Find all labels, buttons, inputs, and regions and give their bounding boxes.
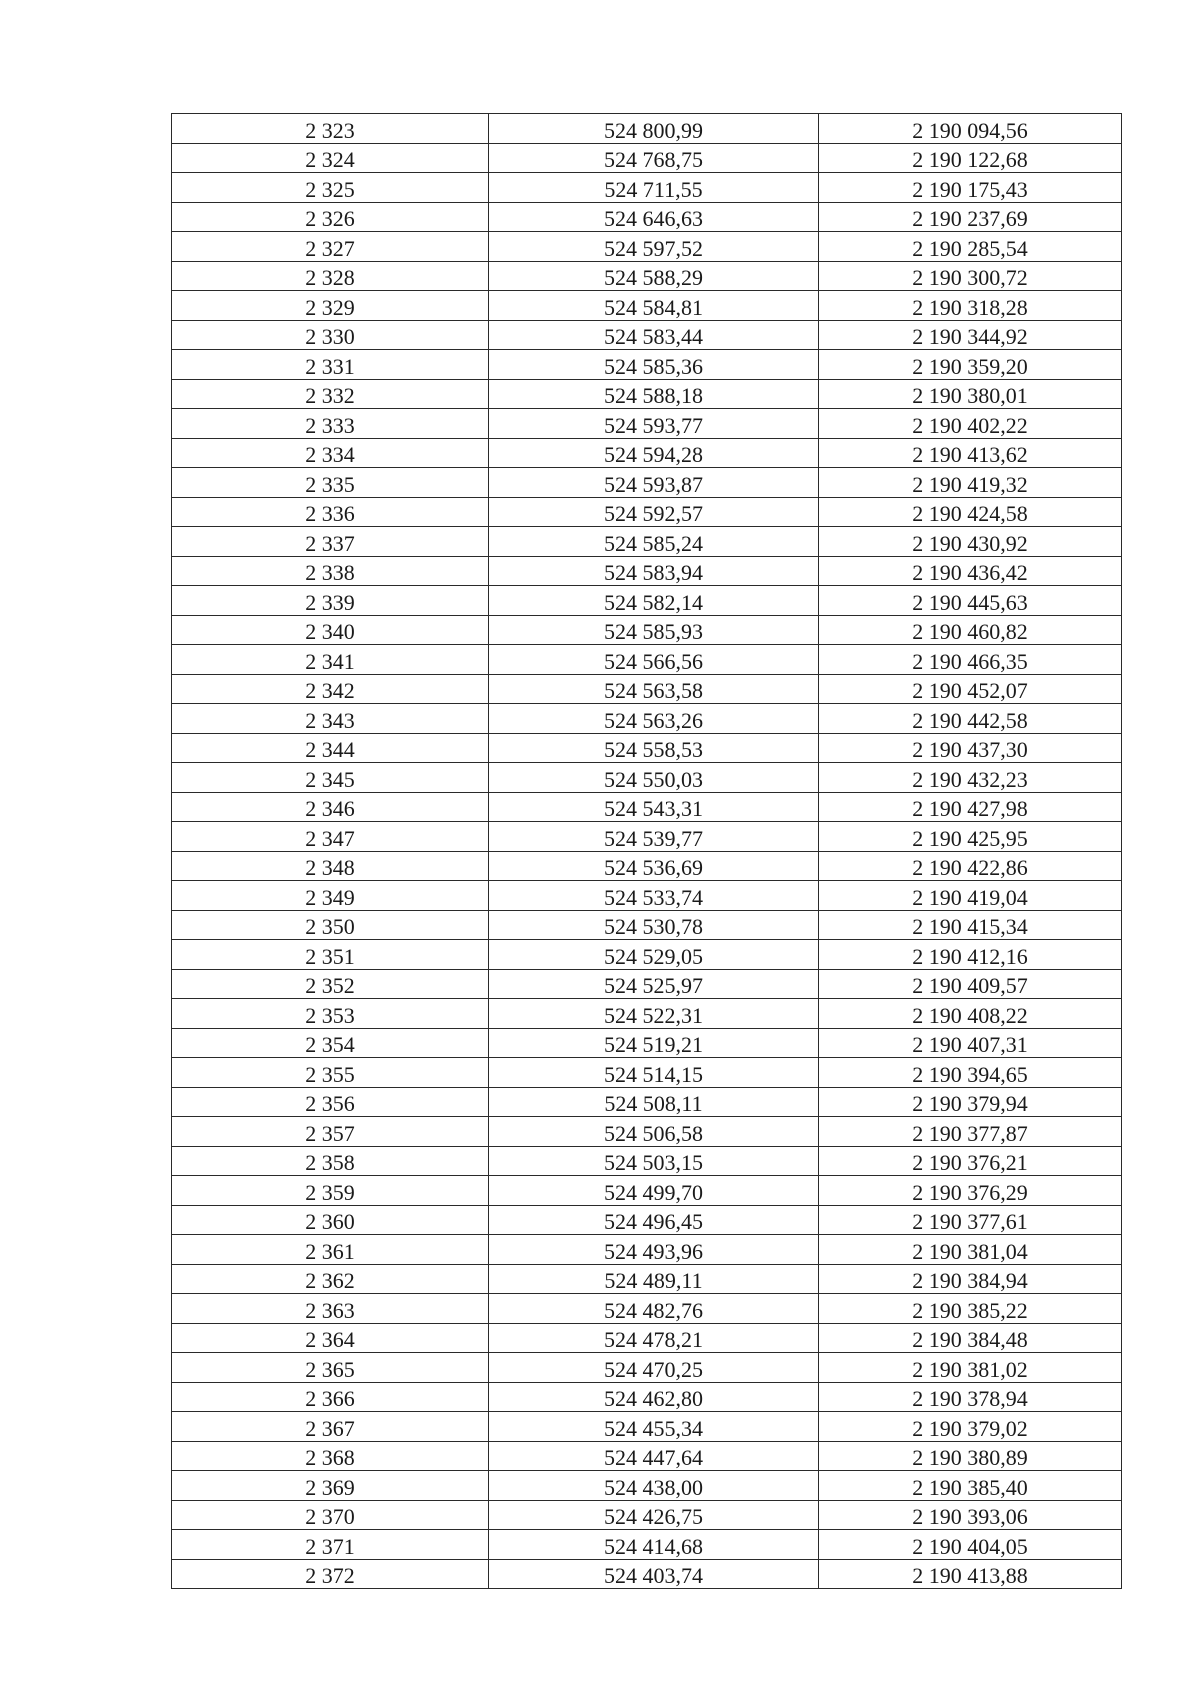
table-row [172,999,1122,1029]
coordinates-table-body [172,114,1122,1589]
y-coordinate-cell: 2 190 394,65 [819,1058,1122,1088]
x-coordinate-cell: 524 403,74 [489,1559,819,1589]
point-number-cell: 2 347 [172,822,489,852]
point-number-cell: 2 350 [172,910,489,940]
y-coordinate-cell: 2 190 122,68 [819,143,1122,173]
point-number-cell: 2 345 [172,763,489,793]
y-coordinate-cell: 2 190 436,42 [819,556,1122,586]
x-coordinate-cell: 524 646,63 [489,202,819,232]
x-coordinate-cell: 524 506,58 [489,1117,819,1147]
x-coordinate-cell: 524 800,99 [489,114,819,144]
x-coordinate-cell: 524 585,93 [489,615,819,645]
x-coordinate-cell: 524 585,36 [489,350,819,380]
point-number-cell: 2 369 [172,1471,489,1501]
y-coordinate-cell: 2 190 380,89 [819,1441,1122,1471]
table-row [172,1412,1122,1442]
point-number-cell: 2 348 [172,851,489,881]
point-number-cell: 2 362 [172,1264,489,1294]
point-number-cell: 2 342 [172,674,489,704]
point-number-cell: 2 367 [172,1412,489,1442]
y-coordinate-cell: 2 190 384,48 [819,1323,1122,1353]
table-row [172,1264,1122,1294]
point-number-cell: 2 344 [172,733,489,763]
y-coordinate-cell: 2 190 318,28 [819,291,1122,321]
y-coordinate-cell: 2 190 380,01 [819,379,1122,409]
x-coordinate-cell: 524 438,00 [489,1471,819,1501]
y-coordinate-cell: 2 190 285,54 [819,232,1122,262]
y-coordinate-cell: 2 190 407,31 [819,1028,1122,1058]
x-coordinate-cell: 524 482,76 [489,1294,819,1324]
x-coordinate-cell: 524 470,25 [489,1353,819,1383]
point-number-cell: 2 325 [172,173,489,203]
x-coordinate-cell: 524 493,96 [489,1235,819,1265]
x-coordinate-cell: 524 499,70 [489,1176,819,1206]
x-coordinate-cell: 524 503,15 [489,1146,819,1176]
table-row [172,1323,1122,1353]
point-number-cell: 2 343 [172,704,489,734]
point-number-cell: 2 329 [172,291,489,321]
table-row [172,1205,1122,1235]
point-number-cell: 2 334 [172,438,489,468]
table-row [172,1441,1122,1471]
table-row [172,1146,1122,1176]
table-row [172,379,1122,409]
point-number-cell: 2 323 [172,114,489,144]
point-number-cell: 2 361 [172,1235,489,1265]
table-row [172,881,1122,911]
x-coordinate-cell: 524 543,31 [489,792,819,822]
x-coordinate-cell: 524 550,03 [489,763,819,793]
table-row [172,1235,1122,1265]
y-coordinate-cell: 2 190 379,02 [819,1412,1122,1442]
table-row [172,497,1122,527]
x-coordinate-cell: 524 519,21 [489,1028,819,1058]
y-coordinate-cell: 2 190 377,61 [819,1205,1122,1235]
point-number-cell: 2 357 [172,1117,489,1147]
point-number-cell: 2 354 [172,1028,489,1058]
table-row [172,763,1122,793]
x-coordinate-cell: 524 583,44 [489,320,819,350]
y-coordinate-cell: 2 190 437,30 [819,733,1122,763]
table-row [172,1294,1122,1324]
x-coordinate-cell: 524 536,69 [489,851,819,881]
point-number-cell: 2 338 [172,556,489,586]
table-row [172,232,1122,262]
table-row [172,1471,1122,1501]
table-row [172,1353,1122,1383]
point-number-cell: 2 368 [172,1441,489,1471]
point-number-cell: 2 356 [172,1087,489,1117]
y-coordinate-cell: 2 190 466,35 [819,645,1122,675]
y-coordinate-cell: 2 190 384,94 [819,1264,1122,1294]
y-coordinate-cell: 2 190 419,04 [819,881,1122,911]
point-number-cell: 2 365 [172,1353,489,1383]
point-number-cell: 2 341 [172,645,489,675]
point-number-cell: 2 358 [172,1146,489,1176]
point-number-cell: 2 337 [172,527,489,557]
y-coordinate-cell: 2 190 379,94 [819,1087,1122,1117]
y-coordinate-cell: 2 190 376,29 [819,1176,1122,1206]
table-row [172,409,1122,439]
table-row [172,468,1122,498]
point-number-cell: 2 370 [172,1500,489,1530]
table-row [172,114,1122,144]
point-number-cell: 2 327 [172,232,489,262]
document-page [171,113,1121,1589]
point-number-cell: 2 326 [172,202,489,232]
y-coordinate-cell: 2 190 376,21 [819,1146,1122,1176]
x-coordinate-cell: 524 585,24 [489,527,819,557]
x-coordinate-cell: 524 426,75 [489,1500,819,1530]
point-number-cell: 2 335 [172,468,489,498]
x-coordinate-cell: 524 584,81 [489,291,819,321]
point-number-cell: 2 364 [172,1323,489,1353]
point-number-cell: 2 333 [172,409,489,439]
x-coordinate-cell: 524 514,15 [489,1058,819,1088]
y-coordinate-cell: 2 190 237,69 [819,202,1122,232]
y-coordinate-cell: 2 190 385,22 [819,1294,1122,1324]
x-coordinate-cell: 524 593,77 [489,409,819,439]
x-coordinate-cell: 524 533,74 [489,881,819,911]
point-number-cell: 2 339 [172,586,489,616]
x-coordinate-cell: 524 583,94 [489,556,819,586]
y-coordinate-cell: 2 190 452,07 [819,674,1122,704]
x-coordinate-cell: 524 414,68 [489,1530,819,1560]
table-row [172,1058,1122,1088]
y-coordinate-cell: 2 190 175,43 [819,173,1122,203]
table-row [172,1559,1122,1589]
x-coordinate-cell: 524 711,55 [489,173,819,203]
table-row [172,438,1122,468]
table-row [172,586,1122,616]
x-coordinate-cell: 524 563,58 [489,674,819,704]
x-coordinate-cell: 524 582,14 [489,586,819,616]
table-row [172,1382,1122,1412]
x-coordinate-cell: 524 522,31 [489,999,819,1029]
y-coordinate-cell: 2 190 344,92 [819,320,1122,350]
y-coordinate-cell: 2 190 415,34 [819,910,1122,940]
point-number-cell: 2 366 [172,1382,489,1412]
y-coordinate-cell: 2 190 442,58 [819,704,1122,734]
x-coordinate-cell: 524 447,64 [489,1441,819,1471]
point-number-cell: 2 328 [172,261,489,291]
point-number-cell: 2 331 [172,350,489,380]
table-row [172,1176,1122,1206]
table-row [172,851,1122,881]
y-coordinate-cell: 2 190 430,92 [819,527,1122,557]
x-coordinate-cell: 524 508,11 [489,1087,819,1117]
y-coordinate-cell: 2 190 393,06 [819,1500,1122,1530]
x-coordinate-cell: 524 525,97 [489,969,819,999]
table-row [172,1500,1122,1530]
point-number-cell: 2 360 [172,1205,489,1235]
y-coordinate-cell: 2 190 460,82 [819,615,1122,645]
point-number-cell: 2 371 [172,1530,489,1560]
y-coordinate-cell: 2 190 425,95 [819,822,1122,852]
table-row [172,320,1122,350]
table-row [172,350,1122,380]
y-coordinate-cell: 2 190 377,87 [819,1117,1122,1147]
x-coordinate-cell: 524 594,28 [489,438,819,468]
y-coordinate-cell: 2 190 359,20 [819,350,1122,380]
y-coordinate-cell: 2 190 445,63 [819,586,1122,616]
point-number-cell: 2 349 [172,881,489,911]
table-row [172,291,1122,321]
table-row [172,733,1122,763]
y-coordinate-cell: 2 190 402,22 [819,409,1122,439]
x-coordinate-cell: 524 558,53 [489,733,819,763]
table-row [172,202,1122,232]
point-number-cell: 2 352 [172,969,489,999]
y-coordinate-cell: 2 190 412,16 [819,940,1122,970]
x-coordinate-cell: 524 530,78 [489,910,819,940]
y-coordinate-cell: 2 190 409,57 [819,969,1122,999]
table-row [172,1530,1122,1560]
x-coordinate-cell: 524 592,57 [489,497,819,527]
x-coordinate-cell: 524 768,75 [489,143,819,173]
x-coordinate-cell: 524 489,11 [489,1264,819,1294]
y-coordinate-cell: 2 190 404,05 [819,1530,1122,1560]
table-row [172,615,1122,645]
point-number-cell: 2 363 [172,1294,489,1324]
x-coordinate-cell: 524 529,05 [489,940,819,970]
y-coordinate-cell: 2 190 419,32 [819,468,1122,498]
point-number-cell: 2 372 [172,1559,489,1589]
table-row [172,969,1122,999]
y-coordinate-cell: 2 190 432,23 [819,763,1122,793]
table-row [172,704,1122,734]
x-coordinate-cell: 524 496,45 [489,1205,819,1235]
point-number-cell: 2 359 [172,1176,489,1206]
table-row [172,556,1122,586]
table-row [172,645,1122,675]
y-coordinate-cell: 2 190 381,02 [819,1353,1122,1383]
point-number-cell: 2 355 [172,1058,489,1088]
table-row [172,910,1122,940]
x-coordinate-cell: 524 597,52 [489,232,819,262]
point-number-cell: 2 351 [172,940,489,970]
point-number-cell: 2 346 [172,792,489,822]
table-row [172,527,1122,557]
table-row [172,822,1122,852]
table-row [172,1087,1122,1117]
coordinates-table [171,113,1122,1589]
point-number-cell: 2 340 [172,615,489,645]
y-coordinate-cell: 2 190 424,58 [819,497,1122,527]
x-coordinate-cell: 524 588,29 [489,261,819,291]
point-number-cell: 2 332 [172,379,489,409]
x-coordinate-cell: 524 593,87 [489,468,819,498]
y-coordinate-cell: 2 190 094,56 [819,114,1122,144]
table-row [172,940,1122,970]
x-coordinate-cell: 524 563,26 [489,704,819,734]
y-coordinate-cell: 2 190 422,86 [819,851,1122,881]
table-row [172,1117,1122,1147]
point-number-cell: 2 324 [172,143,489,173]
point-number-cell: 2 336 [172,497,489,527]
table-row [172,261,1122,291]
x-coordinate-cell: 524 566,56 [489,645,819,675]
x-coordinate-cell: 524 478,21 [489,1323,819,1353]
y-coordinate-cell: 2 190 413,62 [819,438,1122,468]
table-row [172,674,1122,704]
table-row [172,792,1122,822]
table-row [172,143,1122,173]
x-coordinate-cell: 524 462,80 [489,1382,819,1412]
point-number-cell: 2 330 [172,320,489,350]
x-coordinate-cell: 524 539,77 [489,822,819,852]
table-row [172,173,1122,203]
x-coordinate-cell: 524 455,34 [489,1412,819,1442]
y-coordinate-cell: 2 190 381,04 [819,1235,1122,1265]
y-coordinate-cell: 2 190 413,88 [819,1559,1122,1589]
y-coordinate-cell: 2 190 427,98 [819,792,1122,822]
y-coordinate-cell: 2 190 378,94 [819,1382,1122,1412]
y-coordinate-cell: 2 190 385,40 [819,1471,1122,1501]
y-coordinate-cell: 2 190 408,22 [819,999,1122,1029]
x-coordinate-cell: 524 588,18 [489,379,819,409]
y-coordinate-cell: 2 190 300,72 [819,261,1122,291]
table-row [172,1028,1122,1058]
point-number-cell: 2 353 [172,999,489,1029]
